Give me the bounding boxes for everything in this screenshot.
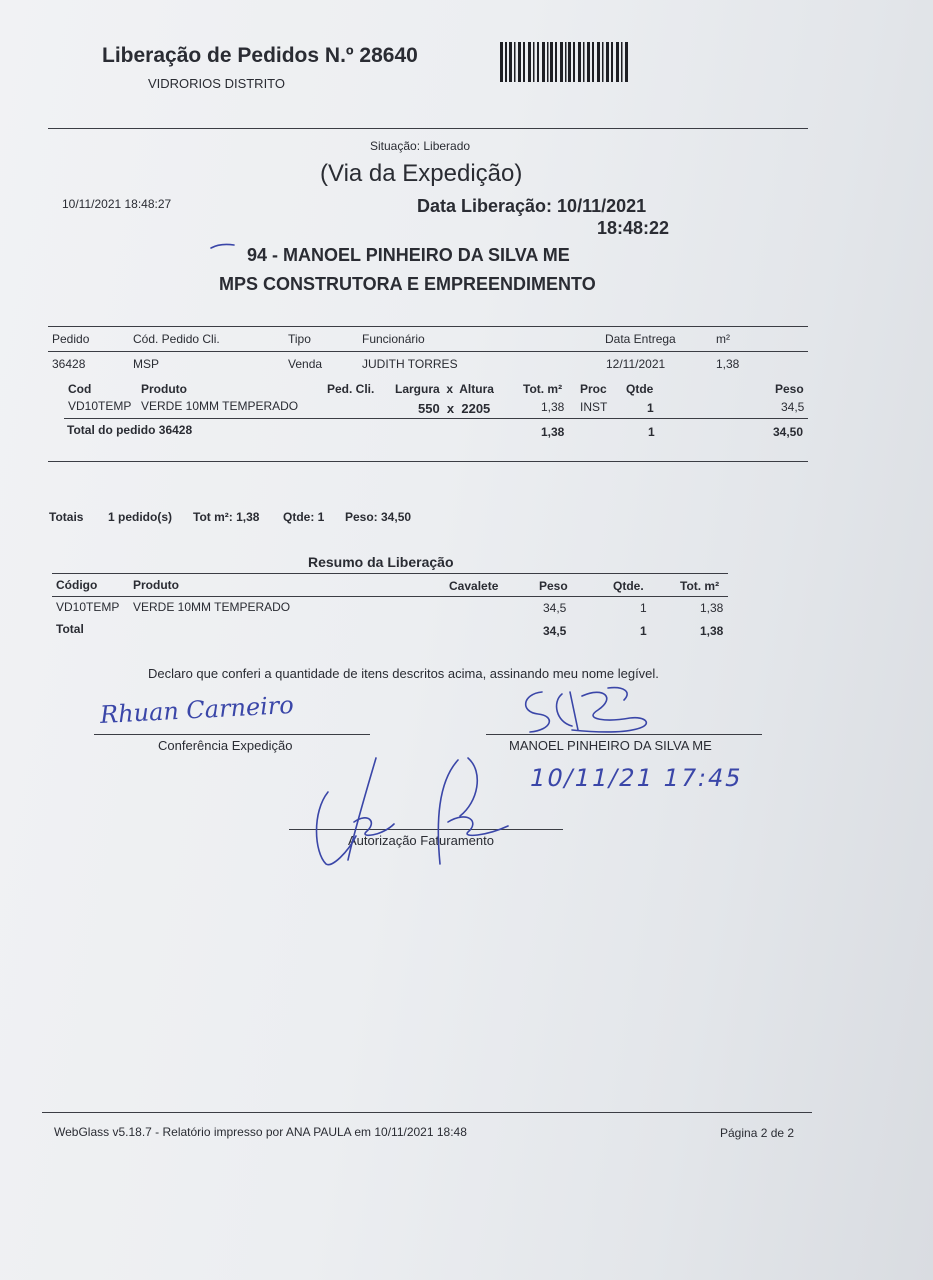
resumo-codigo: VD10TEMP [56, 600, 120, 614]
item-total-line [64, 418, 808, 419]
signature-label-autorizacao: Autorização Faturamento [348, 833, 494, 848]
order-cod-cli: MSP [133, 357, 160, 371]
col-data-entrega: Data Entrega [605, 332, 676, 346]
resumo-top-line [52, 573, 728, 574]
order-total-tot-m2: 1,38 [541, 425, 565, 439]
resumo-total-label: Total [56, 622, 84, 636]
item-col-largura-altura: Largura x Altura [395, 382, 494, 396]
order-m2: 1,38 [716, 357, 740, 371]
signature-cliente [512, 682, 662, 738]
col-funcionario: Funcionário [362, 332, 425, 346]
item-tot-m2: 1,38 [541, 400, 565, 414]
item-proc: INST [580, 400, 608, 414]
item-col-ped-cli: Ped. Cli. [327, 382, 375, 396]
resumo-col-produto: Produto [133, 578, 179, 592]
totais-label: Totais [49, 510, 84, 524]
signature-label-cliente: MANOEL PINHEIRO DA SILVA ME [509, 738, 712, 753]
footer-report-info: WebGlass v5.18.7 - Relatório impresso por ANA PAULA em 10/11/2021 18:48 [54, 1125, 467, 1139]
signature-label-conferencia: Conferência Expedição [158, 738, 293, 753]
footer-line [42, 1112, 812, 1113]
situacao: Situação: Liberado [370, 139, 471, 153]
client-name: 94 - MANOEL PINHEIRO DA SILVA ME [247, 245, 570, 265]
order-total-qtde: 1 [648, 425, 655, 439]
declaration-text: Declaro que conferi a quantidade de itens descritos acima, assinando meu nome legível. [148, 666, 659, 681]
signature-line-conferencia [94, 734, 370, 735]
item-peso: 34,5 [781, 400, 805, 414]
order-table-bottom-line [48, 461, 808, 462]
col-tipo: Tipo [288, 332, 311, 346]
handwritten-conferencia: Rhuan Carneiro [99, 690, 295, 730]
col-pedido: Pedido [52, 332, 90, 346]
col-cod-pedido-cli: Cód. Pedido Cli. [133, 332, 220, 346]
footer-page-number: Página 2 de 2 [720, 1126, 795, 1140]
resumo-col-cavalete: Cavalete [449, 579, 499, 593]
order-tipo: Venda [288, 357, 323, 371]
order-header-line [48, 351, 808, 352]
resumo-total-qtde: 1 [640, 624, 647, 638]
resumo-col-peso: Peso [539, 579, 568, 593]
data-liberacao: Data Liberação: 10/11/2021 [417, 196, 647, 216]
totais-tot-m2: Tot m²: 1,38 [193, 510, 260, 524]
resumo-peso: 34,5 [543, 601, 567, 615]
resumo-total-tot-m2: 1,38 [700, 624, 724, 638]
resumo-col-qtde: Qtde. [613, 579, 644, 593]
order-total-peso: 34,50 [773, 425, 804, 439]
pen-mark [208, 240, 238, 252]
item-col-qtde: Qtde [626, 382, 654, 396]
item-produto: VERDE 10MM TEMPERADO [141, 399, 299, 413]
order-table-top-line [48, 326, 808, 327]
resumo-tot-m2: 1,38 [700, 601, 724, 615]
item-col-proc: Proc [580, 382, 607, 396]
signature-autorizacao [308, 752, 518, 870]
resumo-title: Resumo da Liberação [308, 554, 454, 570]
item-col-peso: Peso [775, 382, 804, 396]
item-col-tot-m2: Tot. m² [523, 382, 563, 396]
order-total-label: Total do pedido 36428 [67, 423, 193, 437]
col-m2: m² [716, 332, 730, 346]
totais-pedidos: 1 pedido(s) [108, 510, 173, 524]
order-data-entrega: 12/11/2021 [606, 357, 666, 371]
item-dims: 550 x 2205 [418, 401, 491, 416]
item-col-cod: Cod [68, 382, 92, 396]
order-pedido: 36428 [52, 357, 86, 371]
resumo-header-line [52, 596, 728, 597]
hora-liberacao: 18:48:22 [597, 218, 670, 238]
totais-peso: Peso: 34,50 [345, 510, 412, 524]
resumo-col-codigo: Código [56, 578, 98, 592]
print-datetime: 10/11/2021 18:48:27 [62, 197, 172, 211]
header-divider [48, 128, 808, 129]
resumo-total-peso: 34,5 [543, 624, 567, 638]
resumo-produto: VERDE 10MM TEMPERADO [133, 600, 291, 614]
resumo-qtde: 1 [640, 601, 647, 615]
item-col-produto: Produto [141, 382, 187, 396]
resumo-col-tot-m2: Tot. m² [680, 579, 720, 593]
company-name: VIDRORIOS DISTRITO [148, 76, 285, 91]
client-company: MPS CONSTRUTORA E EMPREENDIMENTO [219, 274, 596, 294]
barcode [498, 42, 634, 82]
totais-qtde: Qtde: 1 [283, 510, 325, 524]
via-label: (Via da Expedição) [320, 160, 523, 187]
document-title: Liberação de Pedidos N.º 28640 [102, 44, 418, 67]
item-cod: VD10TEMP [68, 399, 132, 413]
item-qtde: 1 [647, 401, 654, 415]
handwritten-date: 10/11/21 17:45 [527, 764, 746, 792]
order-funcionario: JUDITH TORRES [362, 357, 458, 371]
